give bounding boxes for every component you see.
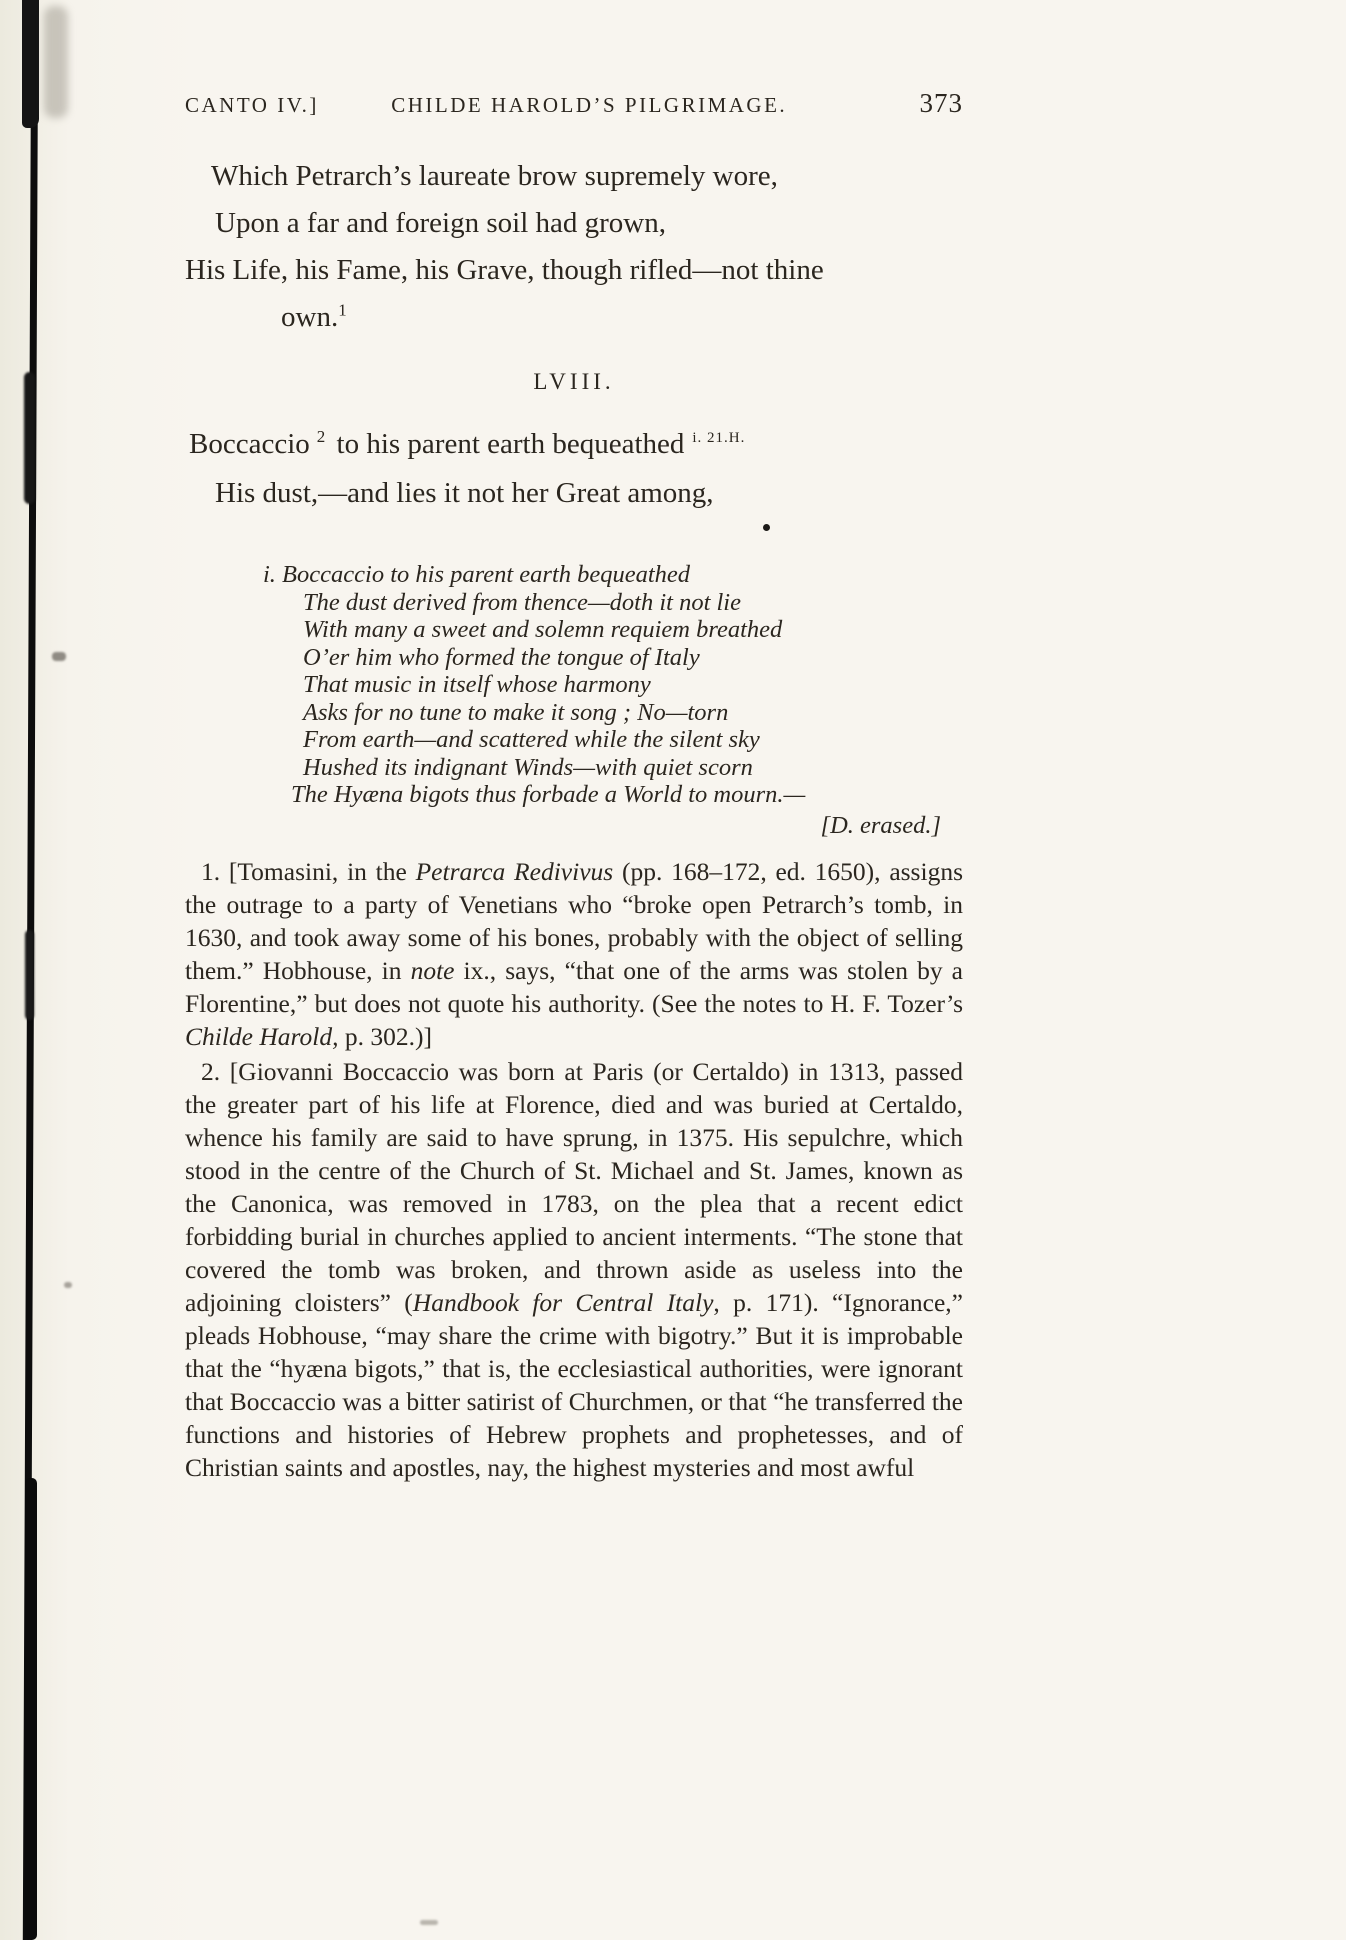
stanza-lviii — [185, 421, 963, 517]
page-header — [185, 88, 963, 119]
verse-text: to his parent earth bequeathed — [329, 428, 685, 460]
variant-line: The Hyæna bigots thus forbade a World to mourn.— — [291, 781, 806, 808]
variant-line: That music in itself whose harmony — [303, 671, 651, 698]
book-title: Handbook for Central Italy — [412, 1288, 714, 1317]
italic-word: note — [410, 956, 455, 985]
footnote-text: (pp. 168–172, ed. 1650), assigns the outrage to a party of Venetians who “broke open Petrarch’s tomb, in 1630, and took away some of his bones, probably with the object of selling them.” Hobhouse, in — [185, 857, 963, 985]
scan-artifact — [24, 372, 35, 504]
scan-artifact — [22, 0, 39, 128]
verse-line: Upon a far and foreign soil had grown, — [215, 207, 666, 239]
verse-line — [189, 421, 963, 468]
scan-speck — [64, 1282, 72, 1288]
variant-ref: i. 21.H. — [692, 430, 746, 447]
footnote-1 — [185, 855, 963, 1053]
variant-line: The dust derived from thence—doth it not lie — [303, 588, 741, 616]
footnote-text: , p. 171). “Ignorance,” pleads Hobhouse, “may share the crime with bigotry.” But it is improbable that the “hyæna bigots,” that is, the ecclesiastical authorities, were ignorant that Boccaccio was a bitter satirist of Churchmen, or that “he transferred the functions and histories of Hebrew prophets and prophetesses, and of Christian saints and apostles, nay, the highest mysteries and most awful — [185, 1288, 963, 1482]
scan-smudge — [44, 6, 68, 118]
variant-line: i. Boccaccio to his parent earth bequeathed — [263, 561, 691, 588]
footnote-text: 1. [Tomasini, in the — [201, 857, 416, 886]
variant-line: With many a sweet and solemn requiem breathed — [303, 616, 783, 643]
footnote-ref-2: 2 — [316, 427, 326, 447]
book-title: Childe Harold, — [185, 1022, 339, 1051]
footnote-2 — [185, 1055, 963, 1484]
stanza-number-heading: LVIII. — [533, 369, 615, 394]
canto-label: CANTO IV.] — [185, 93, 319, 117]
page-content — [185, 88, 963, 1484]
variant-line: Asks for no tune to make it song ; No—torn — [303, 698, 729, 726]
footnote-text: p. 302.)] — [338, 1022, 432, 1051]
variant-line: O’er him who formed the tongue of Italy — [303, 643, 700, 671]
scan-speck — [52, 652, 66, 661]
book-title: Petrarca Redivivus — [415, 857, 614, 886]
variant-line: Hushed its indignant Winds—with quiet scorn — [303, 753, 753, 781]
variant-line: From earth—and scattered while the silent sky — [303, 726, 760, 753]
footnote-ref-1: 1 — [338, 300, 347, 320]
page-number: 373 — [919, 88, 963, 118]
verse-line: His Life, his Fame, his Grave, though rifled—not thine — [185, 254, 824, 286]
running-title: CHILDE HAROLD’S PILGRIMAGE. — [391, 93, 788, 117]
verse-carry-word: own. — [281, 301, 339, 333]
variant-note — [185, 561, 963, 839]
verse-line: Which Petrarch’s laureate brow supremely wore, — [211, 160, 778, 192]
stanza-lvii-end — [185, 153, 963, 341]
scan-artifact — [25, 1478, 37, 1940]
footnote-text: ix., says, “that one of the arms was stolen by a Florentine,” but does not quote his authority. (See the notes to H. F. Tozer’s — [185, 956, 963, 1018]
scan-speck — [420, 1920, 438, 1925]
verse-line: His dust,—and lies it not her Great among, — [215, 477, 714, 509]
verse-line — [281, 294, 963, 341]
footnote-text: 2. [Giovanni Boccaccio was born at Paris (or Certaldo) in 1313, passed the greater part of his life at Florence, died and was buried at Certaldo, whence his family are said to have sprung, in 1375. His sepulchre, which stood in the centre of the Church of St. Michael and St. James, known as the Canonica, was removed in 1783, on the plea that a recent edict forbidding burial in churches applied to ancient interments. “The stone that covered the tomb was broken, and thrown aside as useless into the adjoining cloisters” ( — [185, 1057, 963, 1317]
variant-attribution: [D. erased.] — [820, 811, 941, 839]
scan-artifact — [25, 930, 34, 1020]
verse-text: Boccaccio — [189, 428, 310, 460]
